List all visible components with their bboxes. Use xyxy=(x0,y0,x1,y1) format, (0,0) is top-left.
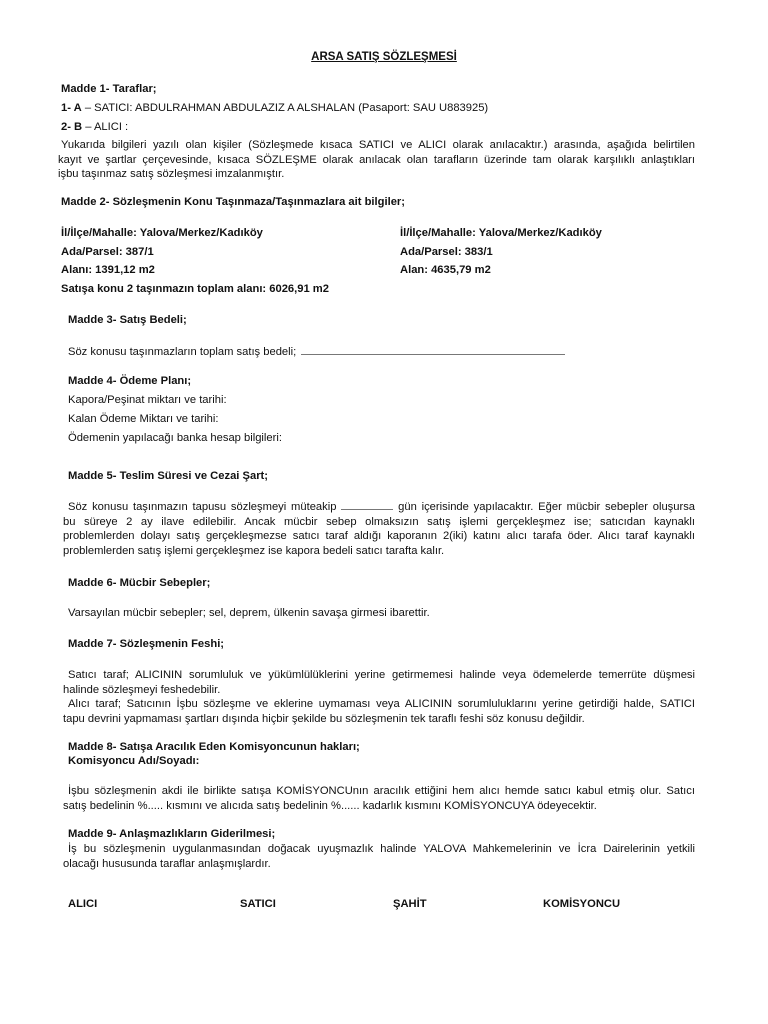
article-7-line-4: tapu devrini yapmaması şartları dışında hiçbir şekilde bu sözleşmenin tek taraflı feshi söz konusu değildir. xyxy=(63,712,585,725)
parcel-2-ada-parsel: Ada/Parsel: 383/1 xyxy=(400,246,493,258)
party-a-line xyxy=(61,101,488,115)
article-7-line-3: Alıcı taraf; Satıcının İşbu sözleşme ve eklerine uymaması veya ALICININ sorumluluklarını yerine getirdiği halde, SATICI xyxy=(68,698,695,711)
article-8-heading: Madde 8- Satışa Aracılık Eden Komisyoncunun hakları; xyxy=(68,741,360,753)
article-7-paragraph xyxy=(63,668,695,726)
broker-name-label: Komisyoncu Adı/Soyadı: xyxy=(68,755,200,767)
article-5-paragraph xyxy=(63,499,695,558)
signature-witness: ŞAHİT xyxy=(393,898,427,910)
article-1-heading: Madde 1- Taraflar; xyxy=(61,83,157,95)
parcel-2-location: İl/İlçe/Mahalle: Yalova/Merkez/Kadıköy xyxy=(400,227,602,239)
article-5-heading: Madde 5- Teslim Süresi ve Cezai Şart; xyxy=(68,470,268,482)
article-2-heading: Madde 2- Sözleşmenin Konu Taşınmaza/Taşınmazlara ait bilgiler; xyxy=(61,196,405,208)
article-6-text: Varsayılan mücbir sebepler; sel, deprem, ülkenin savaşa girmesi ibarettir. xyxy=(68,607,430,619)
party-b-line xyxy=(61,120,128,134)
article-5-line-1a: Söz konusu taşınmazın tapusu sözleşmeyi müteakip xyxy=(68,501,337,513)
article-9-heading: Madde 9- Anlaşmazlıkların Giderilmesi; xyxy=(68,828,276,840)
document-title: ARSA SATIŞ SÖZLEŞMESİ xyxy=(311,51,457,63)
article-5-line-1b: gün içerisinde yapılacaktır. Eğer mücbir sebepler oluşursa xyxy=(398,501,696,513)
article-5-line-1 xyxy=(63,499,695,515)
parcel-1-ada-parsel: Ada/Parsel: 387/1 xyxy=(61,246,154,258)
parcel-1-location: İl/İlçe/Mahalle: Yalova/Merkez/Kadıköy xyxy=(61,227,263,239)
remaining-payment-line: Kalan Ödeme Miktarı ve tarihi: xyxy=(68,413,219,425)
article-1-line-2: kayıt ve şartlar çerçevesinde, kısaca SÖZLEŞME olarak anılacak olan tarafların üzerinde tam olarak karşılıklı anlaştıkları xyxy=(58,153,695,166)
party-a-label: 1- A xyxy=(61,102,82,114)
sale-price-blank xyxy=(301,344,565,355)
article-5-line-4: problemlerden satış işlemi gerçekleşmez ise kapora bedeli satıcı tarafta kalır. xyxy=(63,544,445,557)
sale-price-label: Söz konusu taşınmazların toplam satış bedeli; xyxy=(68,346,297,358)
article-9-line-1: İş bu sözleşmenin uygulanmasından doğacak uyuşmazlık halinde YALOVA Mahkemelerinin ve İcra Dairelerinin yetkili xyxy=(68,843,695,855)
party-a-text: – SATICI: ABDULRAHMAN ABDULAZIZ A ALSHALAN (Pasaport: SAU U883925) xyxy=(81,102,489,114)
article-9-paragraph xyxy=(63,842,695,871)
article-1-paragraph xyxy=(58,138,695,182)
delivery-days-blank xyxy=(341,499,393,510)
article-5-line-3: problemlerden dolayı satış gerçekleşmezse satıcı taraf aldığı kaporanın 2(iki) katını alıcı tarafa öder. Alıcı taraf kaynaklı xyxy=(63,530,695,543)
deposit-line: Kapora/Peşinat miktarı ve tarihi: xyxy=(68,394,227,406)
article-9-line-2: olacağı hususunda taraflar anlaşmışlardır. xyxy=(63,857,271,870)
parcel-2-area: Alan: 4635,79 m2 xyxy=(400,264,491,276)
article-3-heading: Madde 3- Satış Bedeli; xyxy=(68,314,187,326)
article-1-line-1: Yukarıda bilgileri yazılı olan kişiler (Sözleşmede kısaca SATICI ve ALICI olarak anılacaktır.) arasında, aşağıda belirtilen xyxy=(61,139,695,151)
article-4-heading: Madde 4- Ödeme Planı; xyxy=(68,375,192,387)
article-7-line-1: Satıcı taraf; ALICININ sorumluluk ve yükümlülüklerini yerine getirmemesi halinde veya ödemelerde temerrüte düşmesi xyxy=(68,669,695,681)
party-b-label: 2- B xyxy=(61,121,83,133)
article-8-line-1: İşbu sözleşmenin akdi ile birlikte satışa KOMİSYONCUnın aracılık ettiğini hem alıcı hemde satıcı kabul etmiş olur. Satıcı xyxy=(68,785,695,797)
parcel-1-area: Alanı: 1391,12 m2 xyxy=(61,264,155,276)
article-7-heading: Madde 7- Sözleşmenin Feshi; xyxy=(68,638,225,650)
bank-info-line: Ödemenin yapılacağı banka hesap bilgileri: xyxy=(68,432,282,444)
article-8-paragraph xyxy=(63,784,695,813)
signature-buyer: ALICI xyxy=(68,898,98,910)
article-7-line-2: halinde sözleşmeyi feshedebilir. xyxy=(63,683,221,696)
article-8-line-2: satış bedelinin %..... kısmını ve alıcıda satış bedelinin %...... kadarlık kısmını KOMİSYONCUYA ödeyecektir. xyxy=(63,799,597,812)
total-area: Satışa konu 2 taşınmazın toplam alanı: 6026,91 m2 xyxy=(61,283,329,295)
signature-broker: KOMİSYONCU xyxy=(543,898,621,910)
article-6-heading: Madde 6- Mücbir Sebepler; xyxy=(68,577,211,589)
signature-seller: SATICI xyxy=(240,898,276,910)
party-b-text: – ALICI : xyxy=(82,121,129,133)
article-1-line-3: işbu taşınmaz satış sözleşmesi imzalanmıştır. xyxy=(58,168,285,181)
sale-price-line xyxy=(68,344,565,359)
article-5-line-2: bu süreye 2 ay ilave edilebilir. Ancak mücbir sebep olmaksızın satış işlemi gerçekleşmez ise; satıcıdan kaynaklı xyxy=(63,515,695,528)
